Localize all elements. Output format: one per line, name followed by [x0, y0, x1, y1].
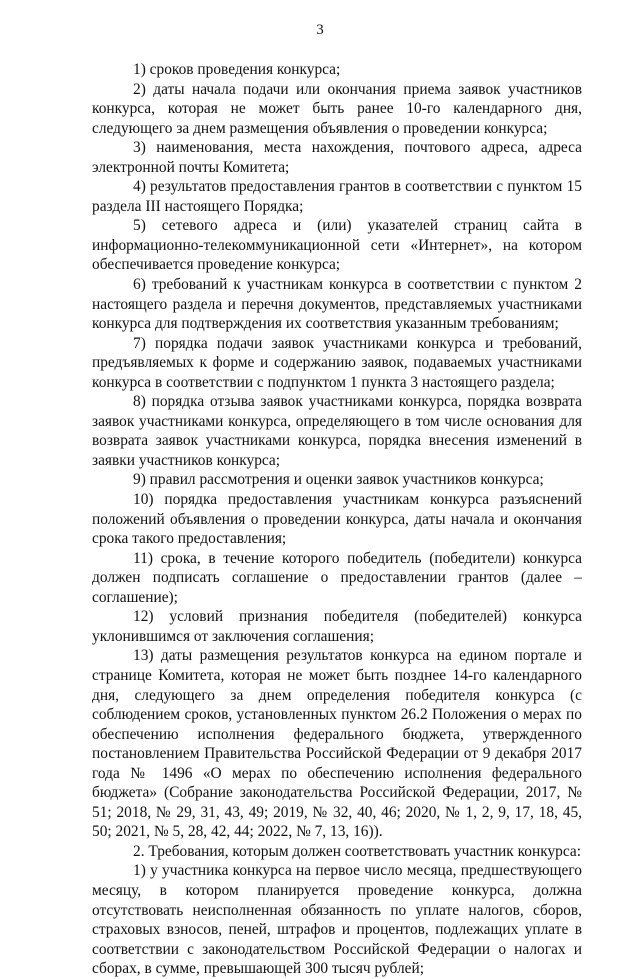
paragraph-item-12: 12) условий признания победителя (победителей) конкурса уклонившимся от заключения соглашения;	[92, 608, 582, 645]
paragraph-item-7: 7) порядка подачи заявок участниками конкурса и требований, предъявляемых к форме и содержанию заявок, подаваемых участниками конкурса в соответствии с подпунктом 1 пункта 3 настоящего раздела;	[92, 334, 582, 391]
requirement-item-1: 1) у участника конкурса на первое число месяца, предшествующего месяцу, в котором планируется проведение конкурса, должна отсутствовать неисполненная обязанность по уплате налогов, сборов, страховых взносов, пеней, штрафов и процентов, подлежащих уплате в соответствии с законодательством Российской Федерации о налогах и сборах, в сумме, превышающей 300 тысяч рублей;	[92, 862, 582, 978]
paragraph-item-10: 10) порядка предоставления участникам конкурса разъяснений положений объявления о проведении конкурса, даты начала и окончания срока такого предоставления;	[92, 491, 582, 548]
paragraph-item-2: 2) даты начала подачи или окончания приема заявок участников конкурса, которая не может быть ранее 10-го календарного дня, следующего за днем размещения объявления о проведении конкурса;	[92, 80, 582, 137]
paragraph-item-1: 1) сроков проведения конкурса;	[133, 61, 341, 78]
paragraph-item-9: 9) правил рассмотрения и оценки заявок участников конкурса;	[133, 471, 544, 489]
paragraph-item-3: 3) наименования, места нахождения, почтового адреса, адреса электронной почты Комитета;	[92, 139, 582, 176]
paragraph-item-13: 13) даты размещения результатов конкурса на едином портале и странице Комитета, которая не может быть позднее 14-го календарного дня, следующего за днем определения победителя конкурса (с соблюдением сроков, установленных пунктом 26.2 Положения о мерах по обеспечению исполнения федерального бюджета, утвержденного постановлением Правительства Российской Федерации от 9 декабря 2017 года № 1496 «О мерах по обеспечению исполнения федерального бюджета» (Собрание законодательства Российской Федерации, 2017, № 51; 2018, № 29, 31, 43, 49; 2019, № 32, 40, 46; 2020, № 1, 2, 9, 17, 18, 45, 50; 2021, № 5, 28, 42, 44; 2022, № 7, 13, 16)).	[92, 647, 582, 841]
paragraph-item-6: 6) требований к участникам конкурса в соответствии с пунктом 2 настоящего раздела и перечня документов, представляемых участниками конкурса для подтверждения их соответствия указанным требованиям;	[92, 276, 582, 333]
paragraph-item-8: 8) порядка отзыва заявок участниками конкурса, порядка возврата заявок участниками конкурса, определяющего в том числе основания для возврата заявок участниками конкурса, порядка внесения изменений в заявки участников конкурса;	[92, 393, 582, 469]
paragraph-item-5: 5) сетевого адреса и (или) указателей страниц сайта в информационно-телекоммуникационной сети «Интернет», на котором обеспечивается проведение конкурса;	[92, 217, 582, 274]
document-body	[92, 60, 582, 979]
paragraph-item-11: 11) срока, в течение которого победитель (победители) конкурса должен подписать соглашение о предоставлении грантов (далее – соглашение);	[92, 549, 582, 606]
paragraph-item-4: 4) результатов предоставления грантов в соответствии с пунктом 15 раздела III настоящего Порядка;	[92, 178, 582, 215]
page-number: 3	[316, 22, 324, 38]
section-2-heading: 2. Требования, которым должен соответствовать участник конкурса:	[133, 842, 581, 860]
